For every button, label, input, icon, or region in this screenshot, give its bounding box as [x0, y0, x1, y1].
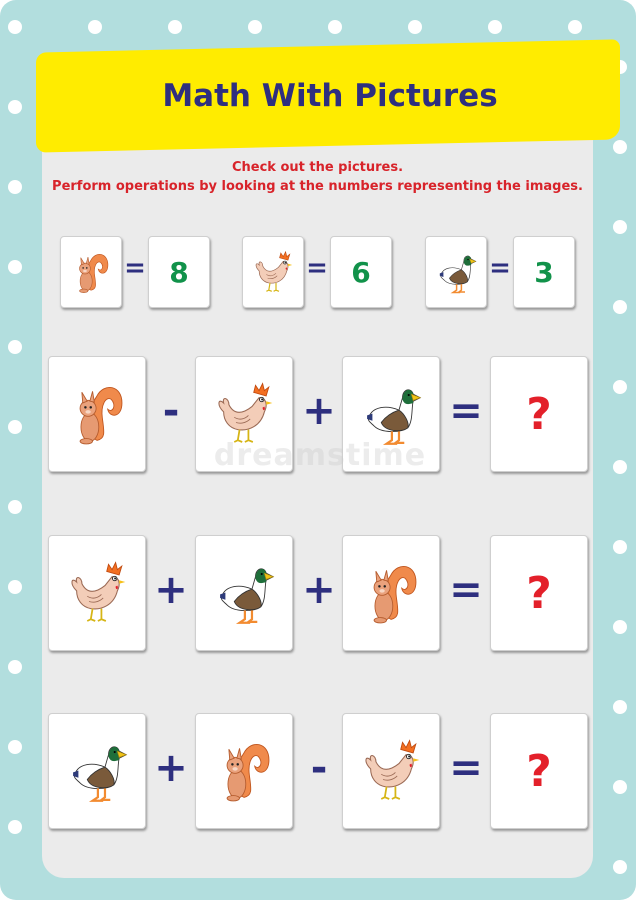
- key-animal-card: [60, 236, 122, 308]
- key-value: 6: [351, 255, 371, 289]
- equals-sign: =: [449, 745, 483, 791]
- dot: [8, 20, 22, 34]
- dot: [8, 820, 22, 834]
- dot: [613, 220, 627, 234]
- squirrel-icon: [66, 378, 128, 449]
- plus-sign: +: [154, 567, 188, 613]
- dot: [613, 300, 627, 314]
- equation-animal-card: [48, 535, 146, 651]
- dot: [613, 780, 627, 794]
- page-title: Math With Pictures: [162, 78, 498, 114]
- instruction-line-2: Perform operations by looking at the numbers representing the images.: [52, 179, 583, 194]
- key-value-card: [330, 236, 392, 308]
- dot: [8, 740, 22, 754]
- equation-animal-card: [48, 713, 146, 829]
- answer-box: [490, 713, 588, 829]
- dot: [568, 20, 582, 34]
- dot: [8, 580, 22, 594]
- equals-sign: =: [124, 253, 146, 283]
- dot: [8, 180, 22, 194]
- dot: [168, 20, 182, 34]
- instruction-line-1: Check out the pictures.: [231, 160, 404, 175]
- dot: [8, 660, 22, 674]
- equals-sign: =: [489, 253, 511, 283]
- dot: [488, 20, 502, 34]
- chicken-icon: [360, 735, 422, 806]
- plus-sign: +: [154, 745, 188, 791]
- dot: [613, 620, 627, 634]
- equation-animal-card: [342, 713, 440, 829]
- chicken-icon: [66, 557, 128, 628]
- dot: [328, 20, 342, 34]
- dot: [8, 500, 22, 514]
- dot: [88, 20, 102, 34]
- dot: [613, 700, 627, 714]
- answer-box: [490, 356, 588, 472]
- question-mark: ?: [526, 745, 552, 797]
- dot: [248, 20, 262, 34]
- dot: [8, 260, 22, 274]
- chicken-icon: [252, 248, 294, 296]
- key-value: 8: [169, 255, 189, 289]
- equation-animal-card: [195, 713, 293, 829]
- squirrel-icon: [360, 557, 422, 628]
- key-value-card: [513, 236, 575, 308]
- plus-sign: +: [302, 388, 336, 434]
- equals-sign: =: [449, 388, 483, 434]
- duck-icon: [213, 557, 275, 628]
- dot: [613, 860, 627, 874]
- question-mark: ?: [526, 388, 552, 440]
- equals-sign: =: [306, 253, 328, 283]
- dot: [613, 380, 627, 394]
- dot: [613, 460, 627, 474]
- dot: [613, 540, 627, 554]
- equals-sign: =: [449, 567, 483, 613]
- instructions: [42, 158, 593, 196]
- dot: [8, 420, 22, 434]
- key-value-card: [148, 236, 210, 308]
- watermark: dreamstime: [213, 438, 427, 473]
- minus-sign: -: [310, 745, 328, 791]
- squirrel-icon: [213, 735, 275, 806]
- key-value: 3: [534, 255, 554, 289]
- plus-sign: +: [302, 567, 336, 613]
- key-animal-card: [425, 236, 487, 308]
- equation-animal-card: [195, 535, 293, 651]
- minus-sign: -: [162, 388, 180, 434]
- duck-icon: [66, 735, 128, 806]
- answer-box: [490, 535, 588, 651]
- squirrel-icon: [70, 248, 112, 296]
- question-mark: ?: [526, 567, 552, 619]
- dot: [408, 20, 422, 34]
- equation-animal-card: [342, 535, 440, 651]
- key-animal-card: [242, 236, 304, 308]
- dot: [8, 340, 22, 354]
- dot: [613, 140, 627, 154]
- duck-icon: [435, 248, 477, 296]
- equation-animal-card: [48, 356, 146, 472]
